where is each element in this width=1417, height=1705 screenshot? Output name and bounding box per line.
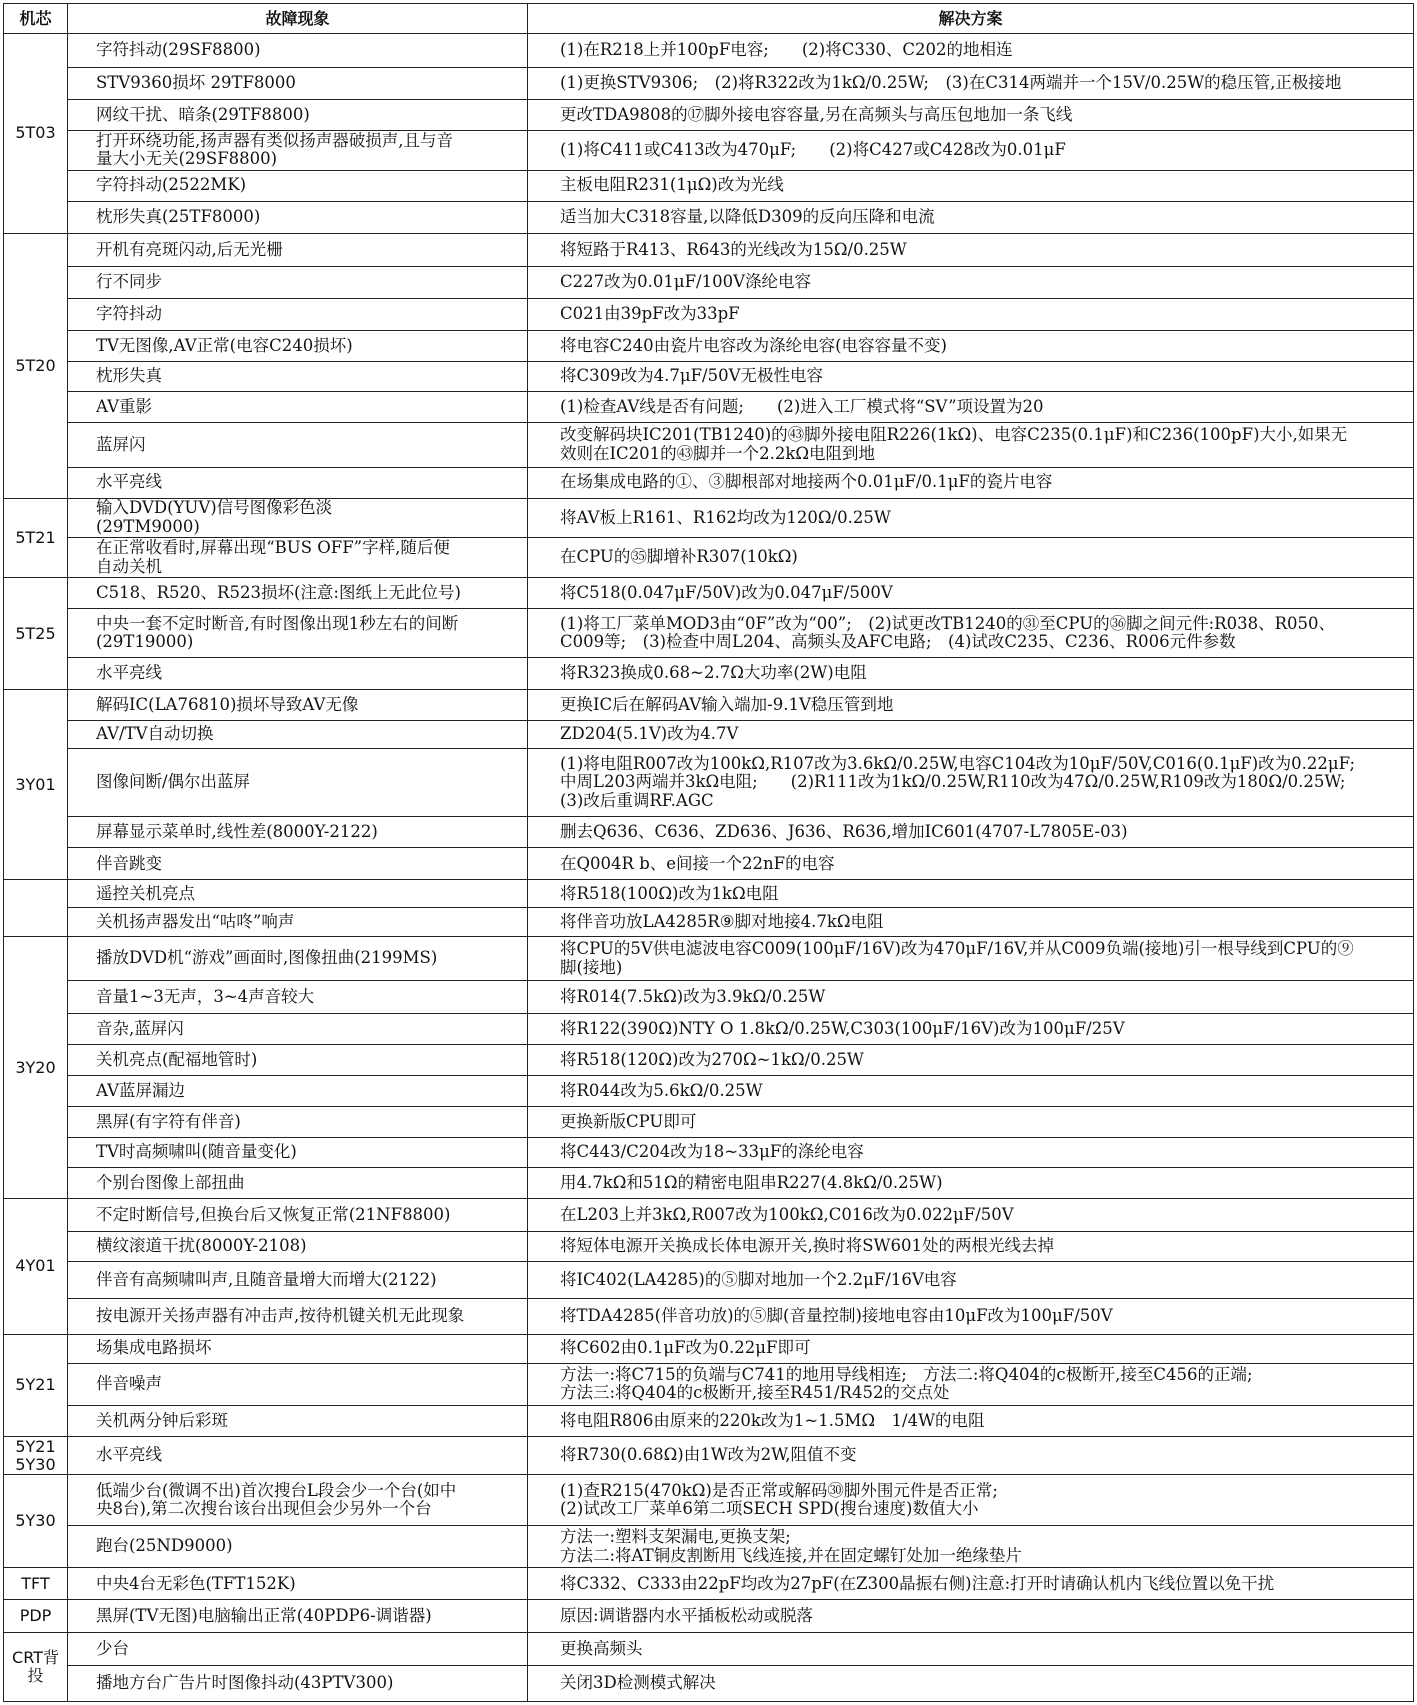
table-row [4,1075,1414,1106]
table-row [4,908,1414,937]
cell-model: 5Y21 5Y30 [4,1437,68,1475]
cell-fault: 解码IC(LA76810)损坏导致AV无像 [68,689,528,720]
cell-fix: 方法一:将C715的负端与C741的地用导线相连; 方法二:将Q404的c极断开,接至C456的正端; 方法三:将Q404的c极断开,接至R451/R452的交点处 [528,1363,1414,1405]
table-row [4,201,1414,233]
cell-fault: 音杂,蓝屏闪 [68,1013,528,1044]
cell-fault: 不定时断信号,但换台后又恢复正常(21NF8800) [68,1199,528,1232]
table-row [4,1044,1414,1075]
cell-fix: 用4.7kΩ和51Ω的精密电阻串R227(4.8kΩ/0.25W) [528,1168,1414,1199]
table-row [4,721,1414,749]
cell-fault: 水平亮线 [68,1437,528,1475]
cell-fault: 横纹滚道干扰(8000Y-2108) [68,1232,528,1262]
cell-fault: AV/TV自动切换 [68,721,528,749]
cell-fix: 将C602由0.1μF改为0.22μF即可 [528,1334,1414,1363]
table-row [4,467,1414,498]
cell-fault: 播放DVD机“游戏”画面时,图像扭曲(2199MS) [68,937,528,980]
cell-fix: 将R014(7.5kΩ)改为3.9kΩ/0.25W [528,980,1414,1013]
header-fix: 解决方案 [528,4,1414,34]
table-row [4,1525,1414,1567]
cell-fix: 将R730(0.68Ω)由1W改为2W,阻值不变 [528,1437,1414,1475]
cell-fix: 将R122(390Ω)NTY O 1.8kΩ/0.25W,C303(100μF/16V)改为100μF/25V [528,1013,1414,1044]
cell-fault: 播地方台广告片时图像抖动(43PTV300) [68,1665,528,1701]
cell-fix: 将C332、C333由22pF均改为27pF(在Z300晶振右侧)注意:打开时请确认机内飞线位置以免干扰 [528,1568,1414,1600]
table-row [4,1168,1414,1199]
table-row [4,1138,1414,1168]
cell-fault: AV重影 [68,392,528,423]
cell-fix: 更改TDA9808的⑰脚外接电容容量,另在高频头与高压包地加一条飞线 [528,100,1414,131]
cell-fault: 中央一套不定时断音,有时图像出现1秒左右的间断 (29T19000) [68,609,528,658]
table-row [4,298,1414,330]
cell-fix: 在Q004R b、e间接一个22nF的电容 [528,848,1414,880]
table-row [4,578,1414,609]
table-row [4,34,1414,68]
cell-fault: 伴音噪声 [68,1363,528,1405]
cell-fault: TV无图像,AV正常(电容C240损坏) [68,330,528,361]
cell-fix: C227改为0.01μF/100V涤纶电容 [528,266,1414,298]
table-row [4,423,1414,468]
cell-fix: (1)将工厂菜单MOD3由“0F”改为“00”; (2)试更改TB1240的㉛至CPU的㊱脚之间元件:R038、R050、 C009等; (3)检查中周L204、高频头及AFC电路; (4)试改C235、C236、R006元件参数 [528,609,1414,658]
cell-fix: 将短体电源开关换成长体电源开关,换时将SW601处的两根光线去掉 [528,1232,1414,1262]
cell-fix: 将IC402(LA4285)的⑤脚对地加一个2.2μF/16V电容 [528,1262,1414,1299]
cell-fault: 蓝屏闪 [68,423,528,468]
cell-fault: 水平亮线 [68,657,528,689]
cell-fault: C518、R520、R523损坏(注意:图纸上无此位号) [68,578,528,609]
cell-fix: 将R323换成0.68~2.7Ω大功率(2W)电阻 [528,657,1414,689]
cell-fix: 在CPU的㉟脚增补R307(10kΩ) [528,537,1414,577]
cell-model: 5T03 [4,34,68,234]
table-row [4,980,1414,1013]
table-row [4,1334,1414,1363]
table-row [4,1406,1414,1437]
cell-fault: 屏幕显示菜单时,线性差(8000Y-2122) [68,817,528,848]
cell-fix: 将C443/C204改为18~33μF的涤纶电容 [528,1138,1414,1168]
table-row [4,848,1414,880]
cell-model: PDP [4,1600,68,1633]
cell-fix: 适当加大C318容量,以降低D309的反向压降和电流 [528,201,1414,233]
table-row [4,1106,1414,1137]
header-row [4,4,1414,34]
cell-fault: 图像间断/偶尔出蓝屏 [68,748,528,816]
cell-fault: 按电源开关扬声器有冲击声,按待机键关机无此现象 [68,1299,528,1334]
table-row [4,1199,1414,1232]
header-model: 机芯 [4,4,68,34]
cell-fault: 在正常收看时,屏幕出现“BUS OFF”字样,随后便 自动关机 [68,537,528,577]
cell-fix: (1)将电阻R007改为100kΩ,R107改为3.6kΩ/0.25W,电容C104改为10μF/50V,C016(0.1μF)改为0.22μF; 中周L203两端并3kΩ电阻; (2)R111改为1kΩ/0.25W,R110改为47Ω/0.25W,R109改为180Ω/0.25W; (3)改后重调RF.AGC [528,748,1414,816]
cell-fix: 主板电阻R231(1μΩ)改为光线 [528,170,1414,201]
cell-fix: 将电阻R806由原来的220k改为1~1.5MΩ 1/4W的电阻 [528,1406,1414,1437]
table-row [4,1475,1414,1526]
table-row [4,100,1414,131]
cell-model: 4Y01 [4,1199,68,1335]
cell-fix: 更换IC后在解码AV输入端加-9.1V稳压管到地 [528,689,1414,720]
cell-fault: 开机有亮斑闪动,后无光栅 [68,233,528,266]
cell-fault: 个别台图像上部扭曲 [68,1168,528,1199]
cell-fault: 少台 [68,1633,528,1665]
cell-fix: C021由39pF改为33pF [528,298,1414,330]
cell-model [4,880,68,937]
cell-fault: 中央4台无彩色(TFT152K) [68,1568,528,1600]
cell-fault: 黑屏(TV无图)电脑输出正常(40PDP6-调谐器) [68,1600,528,1633]
table-row [4,1013,1414,1044]
cell-fault: 字符抖动 [68,298,528,330]
cell-fault: STV9360损坏 29TF8000 [68,68,528,100]
table-row [4,362,1414,392]
table-row [4,330,1414,361]
cell-fault: 跑台(25ND9000) [68,1525,528,1567]
table-row [4,937,1414,980]
cell-fix: 将伴音功放LA4285R⑨脚对地接4.7kΩ电阻 [528,908,1414,937]
cell-fix: 改变解码块IC201(TB1240)的㊸脚外接电阻R226(1kΩ)、电容C235(0.1μF)和C236(100pF)大小,如果无 效则在IC201的㊸脚并一个2.2kΩ电阻到地 [528,423,1414,468]
table-row [4,392,1414,423]
cell-fault: 枕形失真 [68,362,528,392]
cell-fix: 将TDA4285(伴音功放)的⑤脚(音量控制)接地电容由10μF改为100μF/50V [528,1299,1414,1334]
cell-model: 5T21 [4,498,68,578]
cell-fault: 遥控关机亮点 [68,880,528,908]
cell-fault: 伴音跳变 [68,848,528,880]
cell-fault: 水平亮线 [68,467,528,498]
header-fault: 故障现象 [68,4,528,34]
cell-fix: 在场集成电路的①、③脚根部对地接两个0.01μF/0.1μF的瓷片电容 [528,467,1414,498]
fault-table [3,3,1414,1702]
cell-model: 5T20 [4,233,68,498]
cell-model: CRT背投 [4,1633,68,1702]
cell-fix: 将电容C240由瓷片电容改为涤纶电容(电容容量不变) [528,330,1414,361]
cell-fault: 关机亮点(配福地管时) [68,1044,528,1075]
table-row [4,1600,1414,1633]
table-row [4,233,1414,266]
table-row [4,1299,1414,1334]
cell-fault: 输入DVD(YUV)信号图像彩色淡 (29TM9000) [68,498,528,537]
cell-fix: 将R518(100Ω)改为1kΩ电阻 [528,880,1414,908]
cell-fix: 删去Q636、C636、ZD636、J636、R636,增加IC601(4707-L7805E-03) [528,817,1414,848]
cell-fault: 音量1~3无声，3~4声音较大 [68,980,528,1013]
cell-model: 3Y01 [4,689,68,879]
table-row [4,880,1414,908]
cell-fault: 场集成电路损坏 [68,1334,528,1363]
cell-fix: (1)在R218上并100pF电容; (2)将C330、C202的地相连 [528,34,1414,68]
table-row [4,1437,1414,1475]
cell-fault: AV蓝屏漏边 [68,1075,528,1106]
cell-fault: 低端少台(微调不出)首次搜台L段会少一个台(如中 央8台),第二次搜台该台出现但会少另外一个台 [68,1475,528,1526]
cell-fix: 更换新版CPU即可 [528,1106,1414,1137]
cell-model: 3Y20 [4,937,68,1199]
cell-fault: 打开环绕功能,扬声器有类似扬声器破损声,且与音 量大小无关(29SF8800) [68,131,528,170]
cell-fault: 伴音有高频啸叫声,且随音量增大而增大(2122) [68,1262,528,1299]
cell-fix: 将R518(120Ω)改为270Ω~1kΩ/0.25W [528,1044,1414,1075]
cell-fix: 将AV板上R161、R162均改为120Ω/0.25W [528,498,1414,537]
table-row [4,817,1414,848]
cell-model: 5Y30 [4,1475,68,1568]
cell-fix: 方法一:塑料支架漏电,更换支架; 方法二:将AT铜皮割断用飞线连接,并在固定螺钉处加一绝缘垫片 [528,1525,1414,1567]
cell-fault: 枕形失真(25TF8000) [68,201,528,233]
table-row [4,609,1414,658]
cell-fix: 将C309改为4.7μF/50V无极性电容 [528,362,1414,392]
cell-fault: TV时高频啸叫(随音量变化) [68,1138,528,1168]
cell-fix: (1)更换STV9306; (2)将R322改为1kΩ/0.25W; (3)在C314两端并一个15V/0.25W的稳压管,正极接地 [528,68,1414,100]
cell-fault: 关机扬声器发出“咕咚”响声 [68,908,528,937]
cell-fix: 原因:调谐器内水平插板松动或脱落 [528,1600,1414,1633]
table-row [4,1363,1414,1405]
table-row [4,266,1414,298]
cell-fix: 在L203上并3kΩ,R007改为100kΩ,C016改为0.022μF/50V [528,1199,1414,1232]
cell-model: 5T25 [4,578,68,690]
cell-model: 5Y21 [4,1334,68,1436]
table-row [4,131,1414,170]
table-row [4,689,1414,720]
table-row [4,657,1414,689]
cell-fault: 网纹干扰、暗条(29TF8800) [68,100,528,131]
table-row [4,748,1414,816]
cell-fix: 将短路于R413、R643的光线改为15Ω/0.25W [528,233,1414,266]
cell-fix: (1)将C411或C413改为470μF; (2)将C427或C428改为0.01μF [528,131,1414,170]
cell-fault: 字符抖动(29SF8800) [68,34,528,68]
cell-fix: 更换高频头 [528,1633,1414,1665]
cell-fix: ZD204(5.1V)改为4.7V [528,721,1414,749]
cell-fix: 将CPU的5V供电滤波电容C009(100μF/16V)改为470μF/16V,并从C009负端(接地)引一根导线到CPU的⑨ 脚(接地) [528,937,1414,980]
table-row [4,1232,1414,1262]
cell-fix: (1)检查AV线是否有问题; (2)进入工厂模式将“SV”项设置为20 [528,392,1414,423]
table-row [4,68,1414,100]
cell-model: TFT [4,1568,68,1600]
table-row [4,1633,1414,1665]
table-row [4,1665,1414,1701]
table-row [4,537,1414,577]
cell-fault: 字符抖动(2522MK) [68,170,528,201]
table-body [4,34,1414,1702]
table-row [4,170,1414,201]
cell-fault: 行不同步 [68,266,528,298]
table-row [4,1568,1414,1600]
cell-fix: 将C518(0.047μF/50V)改为0.047μF/500V [528,578,1414,609]
cell-fix: 将R044改为5.6kΩ/0.25W [528,1075,1414,1106]
cell-fix: (1)查R215(470kΩ)是否正常或解码㉚脚外围元件是否正常; (2)试改工厂菜单6第二项SECH SPD(搜台速度)数值大小 [528,1475,1414,1526]
table-row [4,498,1414,537]
cell-fault: 黑屏(有字符有伴音) [68,1106,528,1137]
table-row [4,1262,1414,1299]
cell-fault: 关机两分钟后彩斑 [68,1406,528,1437]
cell-fix: 关闭3D检测模式解决 [528,1665,1414,1701]
